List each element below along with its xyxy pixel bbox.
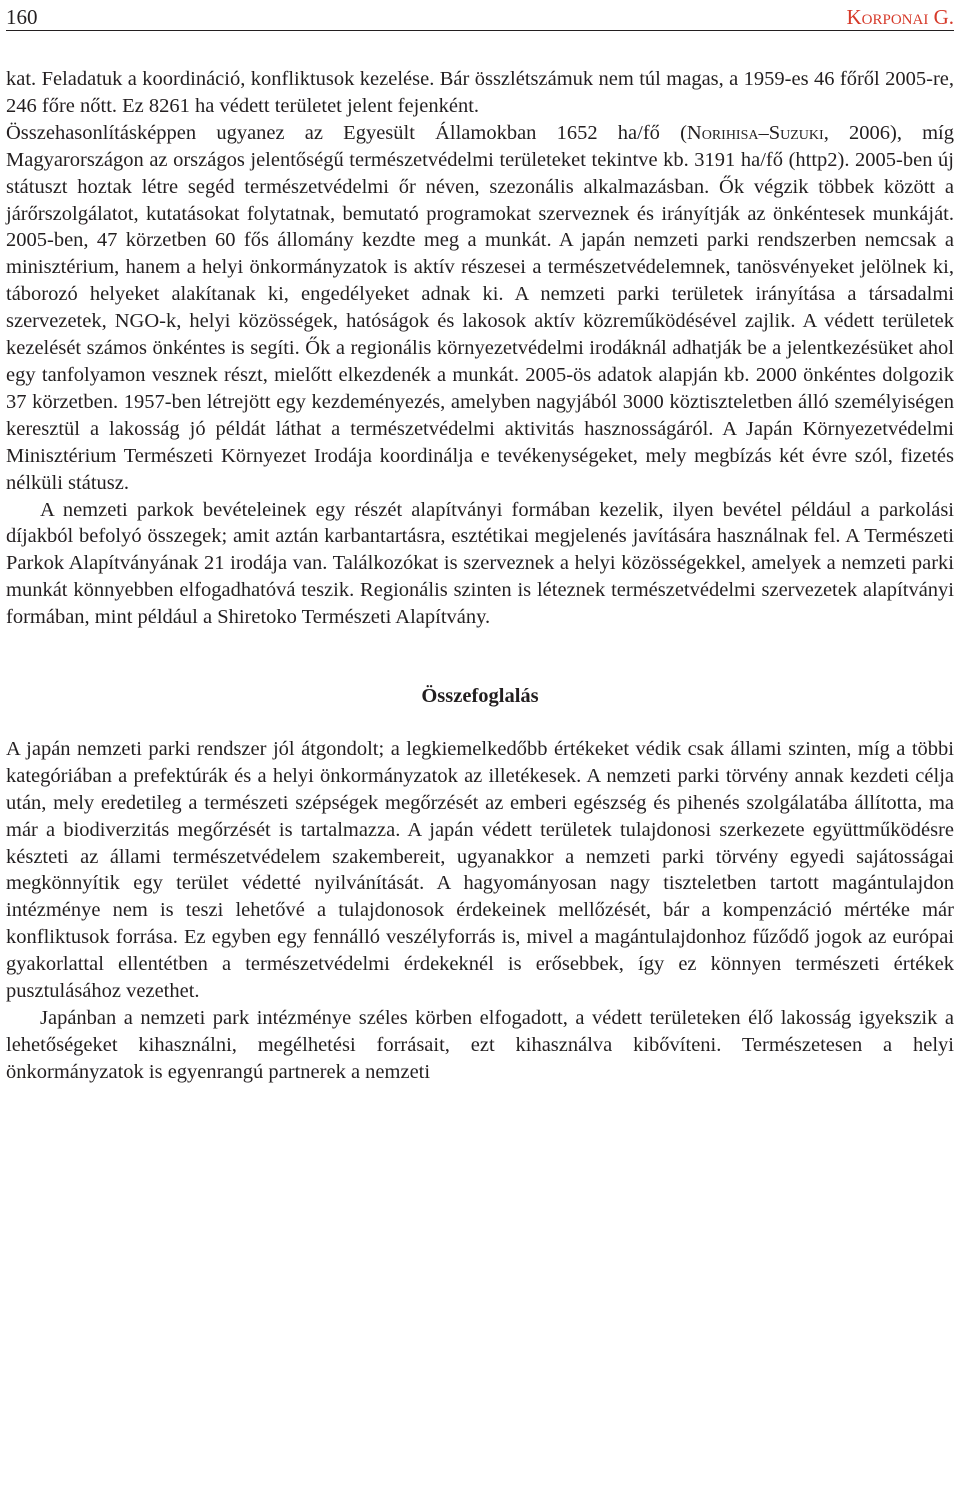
paragraph-text-after-citation: , 2006), míg Magyarországon az országos jelentőségű természetvédelmi területeket tekintve kb. 3191 ha/fő (http2). 2005-ben új státuszt hoztak létre segéd természetvédelmi őr néven, szezonális alkalmazásban. Ők végzik többek között a járőrszolgálatot, kutatásokat folytatnak, bemutató programokat szerveznek és irányítják az önkéntesek munkáját. 2005-ben, 47 körzetben 60 fős állomány kezdte meg a munkát. A japán nemzeti parki rendszerben nemcsak a minisztérium, hanem a helyi önkormányzatok is aktív részesei a természetvédelemnek, tanösvényeket jelölnek ki, táborozó helyeket alakítanak ki, engedélyeket adnak ki. A nemzeti parki területek irányítása a társadalmi szervezetek, NGO-k, helyi közösségek, hatóságok és lakosok aktív közreműködésével zajlik. A védett területek kezelését számos önkéntes is segíti. Ők a regionális környezetvédelmi irodáknál adhatják be a jelentkezésüket ahol egy tanfolyamon vesznek részt, mielőtt elkezdenék a munkát. 2005-ös adatok alapján kb. 2000 önkéntes dolgozik 37 körzetben. 1957-ben létrejött egy kezdeményezés, amelyben nagyjából 3000 köztiszteletben álló személyiségen keresztül a lakosság jó példát láthat a természetvédelmi aktivitás hasznosságáról. A Japán Környezetvédelmi Minisztérium Természeti Környezet Irodája koordinálja e tevékenységeket, mely megbízás két évre szól, fizetés nélküli státusz. (6, 121, 955, 494)
section-heading: Összefoglalás (421, 685, 539, 708)
paragraph-foundations: A nemzeti parkok bevételeinek egy részét alapítványi formában kezelik, ilyen bevétel például a parkolási díjakból befolyó összegek; amit aztán karbantartásra, esztétikai megjelenés javítására használnak fel. A Természeti Parkok Alapítványának 21 irodája van. Találkozókat is szerveznek a helyi közösségekkel, amelyek a nemzeti parki munkát könnyebben elfogadhatóvá teszik. Regionális szinten is léteznek természetvédelmi szervezetek alapítványi formában, mint például a Shiretoko Természeti Alapítvány. (6, 498, 954, 629)
body-text (6, 66, 954, 1086)
citation-authors: Norihisa–Suzuki (686, 121, 824, 144)
running-author: Korponai G. (846, 5, 954, 29)
summary-paragraph: A japán nemzeti parki rendszer jól átgondolt; a legkiemelkedőbb értékeket védik csak állami szinten, míg a többi kategóriában a prefektúrák és a helyi önkormányzatok az illetékesek. A nemzeti parki törvény annak kezdeti célja után, mely eredetileg a természeti szépségek megőrzését az emberi egészség és pihenés szolgálatába állította, ma már a biodiverzitás megőrzését is tartalmazza. A japán védett területek tulajdonosi szerkezete együttműködésre készteti az állami természetvédelem szakembereit, ugyanakkor a nemzeti parki törvény egyedi sajátosságai megkönnyítik egy terület védetté nyilvánítását. A hagyományosan nagy tiszteletben tartott magántulajdon intézménye nem is teszi lehetővé a tulajdonosok érdekeinek mellőzését, bár a kompenzáció mértéke már konfliktusok forrása. Ez egyben egy fennálló veszélyforrás is, mivel a magántulajdonhoz fűződő jogok az európai gyakorlattal ellentétben a természetvédelmi érdekeknél is erősebbek, így ez könnyen természeti értékek pusztulásához vezethet. (6, 737, 954, 1003)
paragraph-continued: kat. Feladatuk a koordináció, konfliktusok kezelése. Bár összlétszámuk nem túl magas, a 1959-es 46 főről 2005-re, 246 főre nőtt. Ez 8261 ha védett területet jelent fejenként. (6, 68, 954, 117)
paragraph-with-citation (6, 120, 954, 497)
page-number: 160 (6, 5, 38, 29)
paragraph-text-before-citation: Összehasonlításképpen ugyanez az Egyesült Államokban 1652 ha/fő ( (6, 121, 687, 144)
summary-paragraph-continued: Japánban a nemzeti park intézménye széles körben elfogadott, a védett területeken élő lakosság igyekszik a lehetőségeket kihasználni, megélhetési forrásait, ezt kihasználva kibővíteni. Természetesen a helyi önkormányzatok is egyenrangú partnerek a nemzeti (6, 1007, 954, 1083)
book-page (6, 0, 954, 1492)
running-header (6, 4, 954, 31)
